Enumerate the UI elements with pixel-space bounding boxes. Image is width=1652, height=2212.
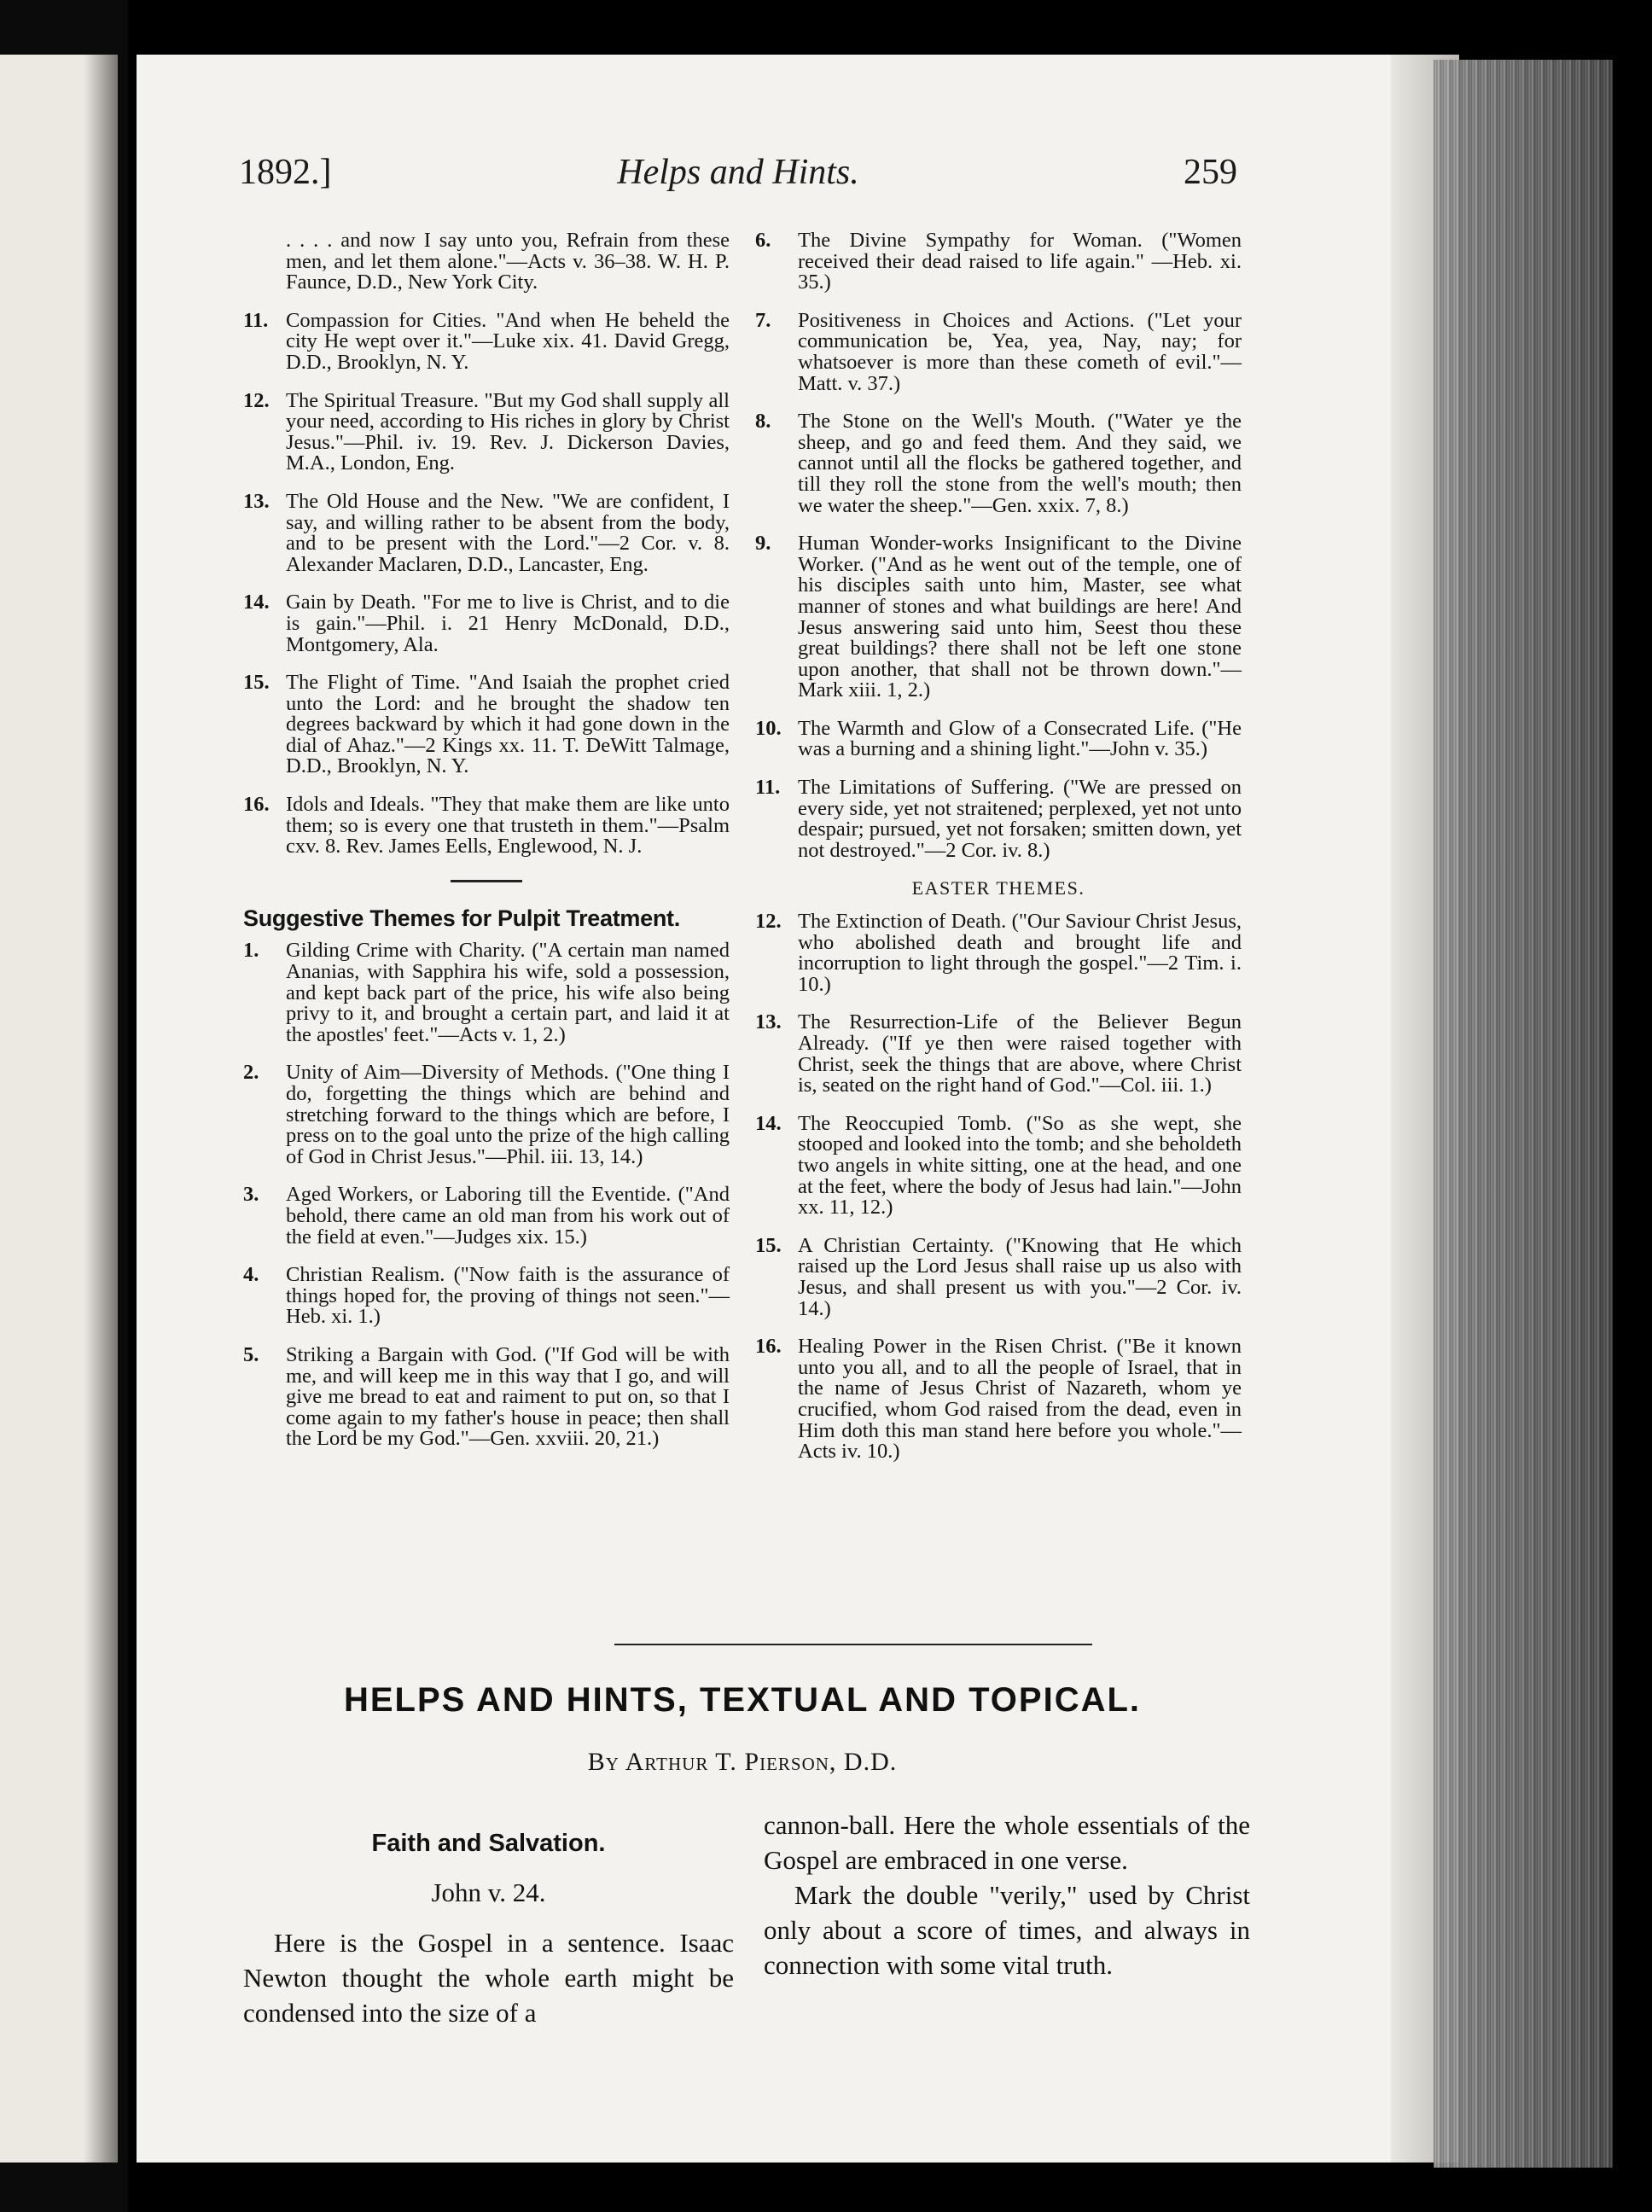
right-column [755, 230, 1242, 1480]
entry-number: 14. [755, 1111, 782, 1135]
entry-text: The Extinction of Death. ("Our Saviour Christ Jesus, who abolished death and brought life and incorruption to light through the gospel."—2 Tim. i. 10.) [798, 910, 1242, 996]
list-item [755, 230, 1242, 294]
article-right-column [764, 1807, 1250, 1982]
entry-number: 15. [755, 1233, 782, 1257]
entry-number: 16. [243, 793, 270, 817]
article-left-column [243, 1826, 734, 2030]
running-header [239, 152, 1237, 203]
page-number: 259 [1184, 153, 1237, 192]
article-title: HELPS AND HINTS, TEXTUAL AND TOPICAL. [343, 1681, 1142, 1719]
entry-number: 12. [243, 388, 270, 412]
entry-number: 12. [755, 910, 782, 934]
entry-text: . . . . and now I say unto you, Refrain from these men, and let them alone."—Acts v. 36–38. W. H. P. Faunce, D.D., New York City. [286, 229, 730, 294]
list-item [243, 1185, 730, 1248]
entry-number: 3. [243, 1183, 259, 1207]
divider [451, 880, 522, 882]
list-item [755, 308, 1242, 395]
entry-number: 8. [755, 410, 771, 434]
section-divider [614, 1644, 1092, 1645]
list-item [243, 795, 730, 858]
entry-text: Striking a Bargain with God. ("If God will be with me, and will keep me in this way that I go, and will give me bread to eat and raiment to put on, so that I come again to my father's house in peace; then shall the Lord be my God."—Gen. xxviii. 20, 21.) [286, 1342, 730, 1451]
list-item [243, 388, 730, 475]
entry-text: The Stone on the Well's Mouth. ("Water ye the sheep, and go and feed them. And they said, we cannot until all the flocks be gathered together, and till they roll the stone from the well's mouth; then we water the sheep."—Gen. xxix. 7, 8.) [798, 410, 1242, 517]
list-item [243, 592, 730, 655]
entry-text: Idols and Ideals. "They that make them are like unto them; so is every one that trusteth in them."—Psalm cxv. 8. Rev. James Eells, Englewood, N. J. [286, 793, 730, 859]
list-item [243, 1342, 730, 1451]
entry-text: Compassion for Cities. "And when He beheld the city He wept over it."—Luke xix. 41. David Gregg, D.D., Brooklyn, N. Y. [286, 308, 730, 374]
entry-number: 10. [755, 716, 782, 740]
entry-number: 13. [755, 1010, 782, 1034]
entry-text: The Warmth and Glow of a Consecrated Life. ("He was a burning and a shining light."—John v. 35.) [798, 716, 1242, 761]
article-paragraph-continued: cannon-ball. Here the whole essentials of the Gospel are embraced in one verse. [764, 1810, 1250, 1875]
list-item [755, 911, 1242, 995]
entry-text: Human Wonder-works Insignificant to the Divine Worker. ("And as he went out of the temple, one of his disciples saith unto him, Master, see what manner of stones and what buildings are here! And Jesus answering said unto him, Seest thou these great buildings? there shall not be left one stone upon another, that shall not be thrown down."—Mark xiii. 1, 2.) [798, 532, 1242, 702]
entry-number: 11. [755, 776, 781, 800]
entry-text: The Old House and the New. "We are confident, I say, and willing rather to be absent from the body, and to be present with the Lord."—2 Cor. v. 8. Alexander Maclaren, D.D., Lancaster, Eng. [286, 489, 730, 576]
entry-number: 4. [243, 1263, 259, 1287]
article-paragraph: Mark the double "verily," used by Christ only about a score of times, and always in connection with some vital truth. [764, 1880, 1250, 1980]
entry-text: The Reoccupied Tomb. ("So as she wept, she stooped and looked into the tomb; and she beholdeth two angels in white sitting, one at the head, and one at the feet, where the body of Jesus had lain."—John xx. 11, 12.) [798, 1111, 1242, 1220]
left-column [243, 230, 730, 1467]
entry-text: The Divine Sympathy for Woman. ("Women received their dead raised to life again." —Heb. xi. 35.) [798, 229, 1242, 294]
list-item [755, 533, 1242, 701]
list-item [755, 1336, 1242, 1463]
entry-number: 7. [755, 308, 771, 332]
entry-text: Gilding Crime with Charity. ("A certain man named Ananias, with Sapphira his wife, sold a possession, and kept back part of the price, his wife also being privy to it, and brought a certain part, and laid it at the apostles' feet."—Acts v. 1, 2.) [286, 939, 730, 1046]
entry-number: 15. [243, 671, 270, 695]
list-item [755, 1012, 1242, 1096]
entry-text: The Resurrection-Life of the Believer Begun Already. ("If ye then were raised together with Christ, seek the things that are above, where Christ is, seated on the right hand of God."—Col. iii. 1.) [798, 1010, 1242, 1097]
entry-number: 14. [243, 591, 270, 614]
list-item [243, 1062, 730, 1167]
list-item [755, 716, 1242, 761]
article-byline: By Arthur T. Pierson, D.D. [587, 1748, 898, 1776]
header-title: Helps and Hints. [617, 153, 859, 192]
list-item [243, 230, 730, 294]
list-item [755, 777, 1242, 861]
entry-text: Gain by Death. "For me to live is Christ, and to die is gain."—Phil. i. 21 Henry McDonald, D.D., Montgomery, Ala. [286, 591, 730, 656]
list-item [755, 1233, 1242, 1320]
easter-heading: EASTER THEMES. [911, 877, 1085, 899]
article-subhead: Faith and Salvation. [371, 1830, 606, 1857]
entry-text: A Christian Certainty. ("Knowing that He which raised up the Lord Jesus shall raise up us also with Jesus, and shall present us with you."—2 Cor. iv. 14.) [798, 1233, 1242, 1320]
entry-number: 2. [243, 1061, 259, 1085]
section-heading: Suggestive Themes for Pulpit Treatment. [243, 905, 680, 931]
facing-page-edge [0, 55, 118, 2163]
article-paragraph: Here is the Gospel in a sentence. Isaac Newton thought the whole earth might be condensed into the size of a [243, 1928, 734, 2028]
article-reference: John v. 24. [431, 1877, 546, 1907]
entry-text: The Spiritual Treasure. "But my God shall supply all your need, according to His riches in glory by Christ Jesus."—Phil. iv. 19. Rev. J. Dickerson Davies, M.A., London, Eng. [286, 388, 730, 475]
list-item [755, 411, 1242, 516]
list-item [243, 940, 730, 1045]
entry-text: Aged Workers, or Laboring till the Eventide. ("And behold, there came an old man from his work out of the field at even."—Judges xix. 15.) [286, 1183, 730, 1249]
list-item [243, 308, 730, 374]
list-item [243, 1265, 730, 1328]
entry-text: Positiveness in Choices and Actions. ("Let your communication be, Yea, yea, Nay, nay; for whatsoever is more than these cometh of evil."—Matt. v. 37.) [798, 308, 1242, 395]
entry-text: The Limitations of Suffering. ("We are pressed on every side, yet not straitened; perplexed, yet not unto despair; pursued, yet not forsaken; smitten down, yet not destroyed."—2 Cor. iv. 8.) [798, 776, 1242, 862]
entry-text: The Flight of Time. "And Isaiah the prophet cried unto the Lord: and he brought the shadow ten degrees backward by which it had gone down in the dial of Ahaz."—2 Kings xx. 11. T. DeWitt Talmage, D.D., Brooklyn, N. Y. [286, 671, 730, 778]
header-year: 1892.] [239, 153, 332, 192]
book-page-stack [1434, 60, 1613, 2168]
entry-number: 11. [243, 308, 269, 332]
entry-text: Unity of Aim—Diversity of Methods. ("One thing I do, forgetting the things which are behind and stretching forward to the things which are before, I press on to the goal unto the prize of the high calling of God in Christ Jesus."—Phil. iii. 13, 14.) [286, 1061, 730, 1168]
entry-number: 16. [755, 1335, 782, 1359]
entry-number: 13. [243, 489, 270, 513]
list-item [243, 489, 730, 576]
entry-number: 5. [243, 1342, 259, 1366]
list-item [755, 1111, 1242, 1220]
list-item [243, 672, 730, 777]
entry-number: 6. [755, 229, 771, 252]
entry-text: Christian Realism. ("Now faith is the assurance of things hoped for, the proving of things not seen."—Heb. xi. 1.) [286, 1263, 730, 1329]
entry-number: 1. [243, 939, 259, 963]
entry-text: Healing Power in the Risen Christ. ("Be it known unto you all, and to all the people of Israel, that in the name of Jesus Christ of Nazareth, whom ye crucified, whom God raised from the dead, even in Him doth this man stand here before you whole."—Acts iv. 10.) [798, 1335, 1242, 1464]
entry-number: 9. [755, 532, 771, 556]
